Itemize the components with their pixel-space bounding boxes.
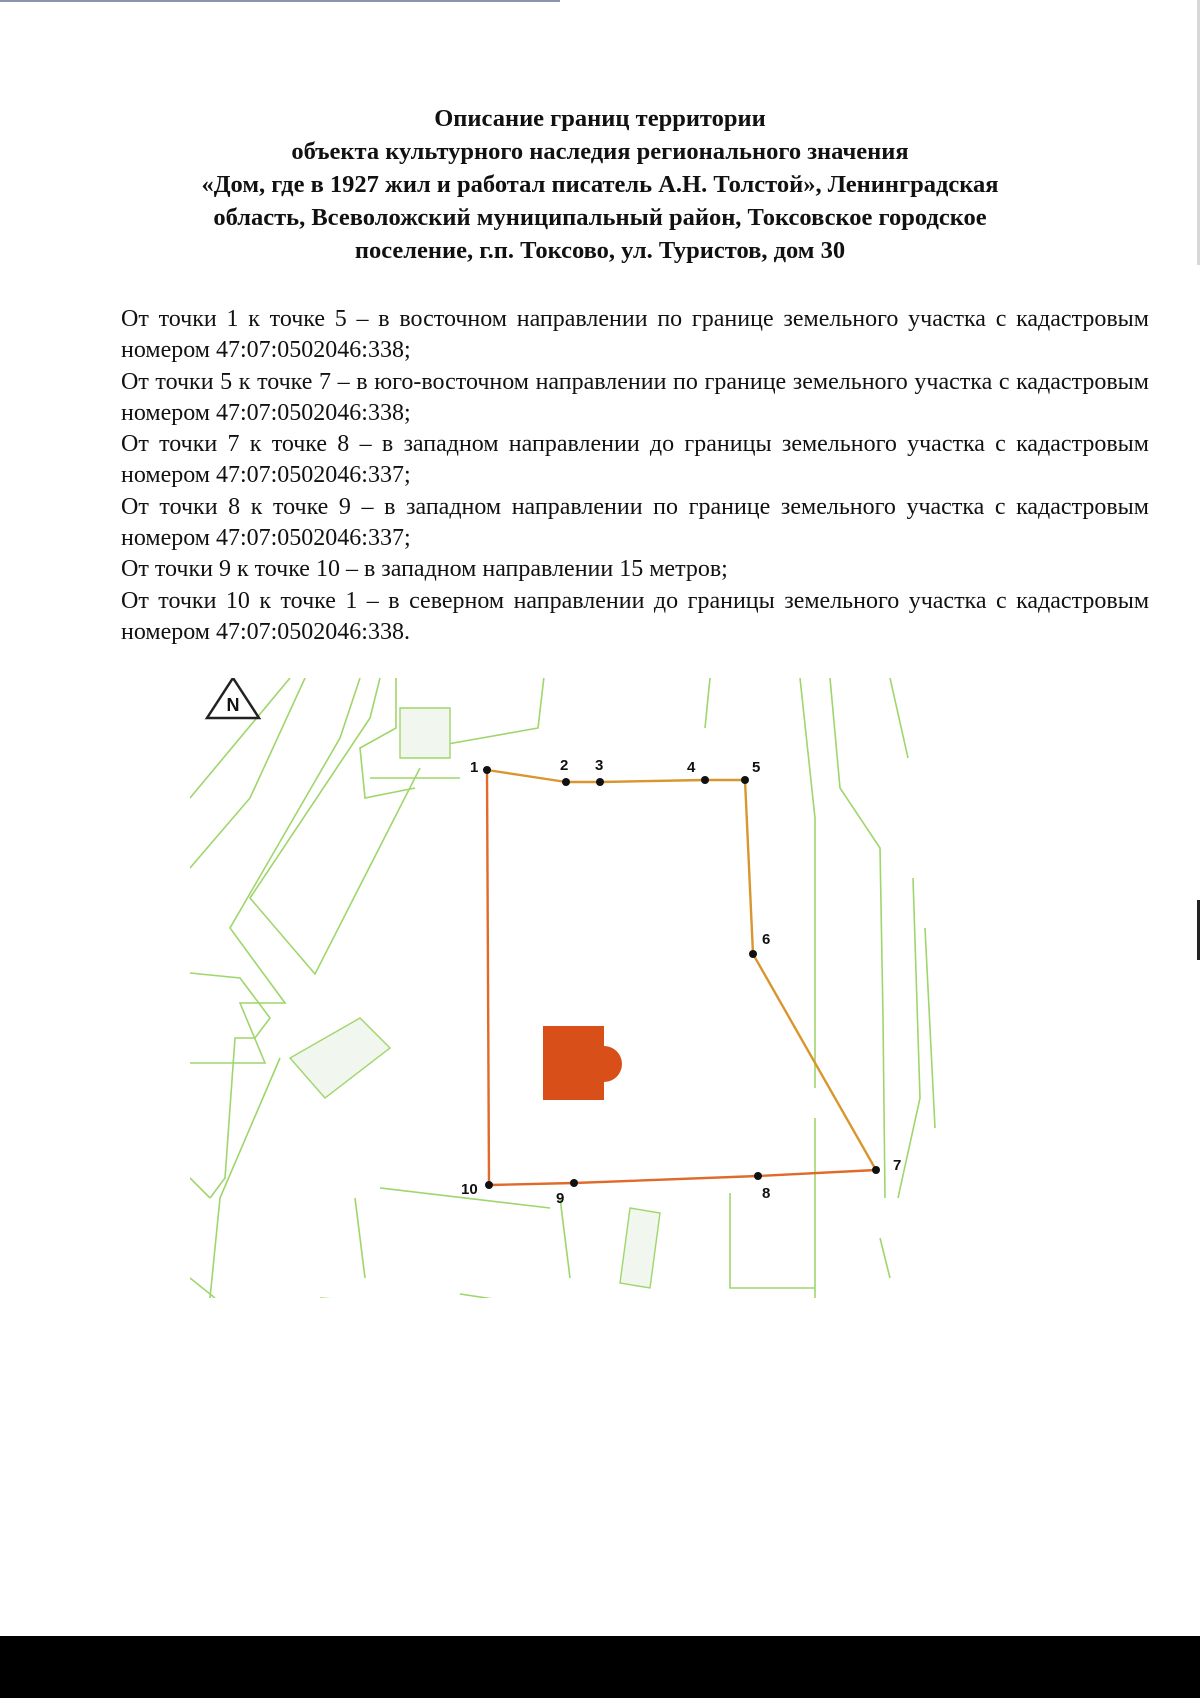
vertex-label-8: 8: [762, 1185, 771, 1202]
title-line-4: область, Всеволожский муниципальный район, Токсовское городское: [213, 204, 987, 231]
vertex-9: [570, 1179, 578, 1187]
vertex-labels: [461, 757, 901, 1207]
neighbor-building-2: [620, 1208, 660, 1288]
title-line-2: объекта культурного наследия регионального значения: [291, 138, 909, 165]
vertex-label-3: 3: [595, 757, 604, 774]
scan-edge-top: [0, 0, 560, 2]
vertex-label-6: 6: [762, 931, 771, 948]
boundary-description: [121, 304, 1149, 648]
vertex-label-4: 4: [687, 759, 696, 776]
vertex-4: [701, 776, 709, 784]
vertex-label-10: 10: [461, 1181, 478, 1198]
title-line-3: «Дом, где в 1927 жил и работал писатель А.Н. Толстой», Ленинградская: [201, 171, 999, 198]
north-arrow-icon: [207, 678, 259, 718]
boundary-map: [190, 678, 990, 1298]
document-title: [150, 102, 1050, 267]
vertex-label-7: 7: [893, 1157, 902, 1174]
vertex-7: [872, 1166, 880, 1174]
vertex-10: [485, 1181, 493, 1189]
vertex-label-2: 2: [560, 757, 569, 774]
vertex-6: [749, 950, 757, 958]
neighbor-building-3: [400, 708, 450, 758]
north-label: N: [226, 695, 240, 715]
paragraph-10-1: От точки 10 к точке 1 – в северном направлении до границы земельного участка с кадастровым номером 47:07:0502046:338.: [121, 587, 1149, 645]
paragraph-5-7: От точки 5 к точке 7 – в юго-восточном направлении по границе земельного участка с кадастровым номером 47:07:0502046:338;: [121, 368, 1149, 426]
vertex-1: [483, 766, 491, 774]
territory-boundary: [487, 770, 876, 1185]
heritage-building: [543, 1026, 622, 1100]
vertex-5: [741, 776, 749, 784]
title-line-1: Описание границ территории: [434, 105, 766, 132]
paragraph-1-5: От точки 1 к точке 5 – в восточном направлении по границе земельного участка с кадастровым номером 47:07:0502046:338;: [121, 306, 1149, 364]
title-line-5: поселение, г.п. Токсово, ул. Туристов, дом 30: [354, 237, 846, 264]
vertex-label-5: 5: [752, 759, 761, 776]
vertex-label-9: 9: [556, 1190, 565, 1207]
vertex-8: [754, 1172, 762, 1180]
paragraph-7-8: От точки 7 к точке 8 – в западном направлении до границы земельного участка с кадастровым номером 47:07:0502046:337;: [121, 431, 1149, 489]
paragraph-8-9: От точки 8 к точке 9 – в западном направлении по границе земельного участка с кадастровым номером 47:07:0502046:337;: [121, 493, 1149, 552]
vertex-2: [562, 778, 570, 786]
neighbor-buildings: [290, 708, 660, 1288]
vertex-label-1: 1: [470, 759, 479, 776]
boundary-map-svg: [190, 678, 990, 1298]
paragraph-9-10: От точки 9 к точке 10 – в западном направлении 15 метров;: [121, 556, 728, 583]
vertex-3: [596, 778, 604, 786]
scan-bottom-band: [0, 1636, 1200, 1698]
boundary-vertices: [483, 766, 880, 1189]
neighbor-building-1: [290, 1018, 390, 1098]
